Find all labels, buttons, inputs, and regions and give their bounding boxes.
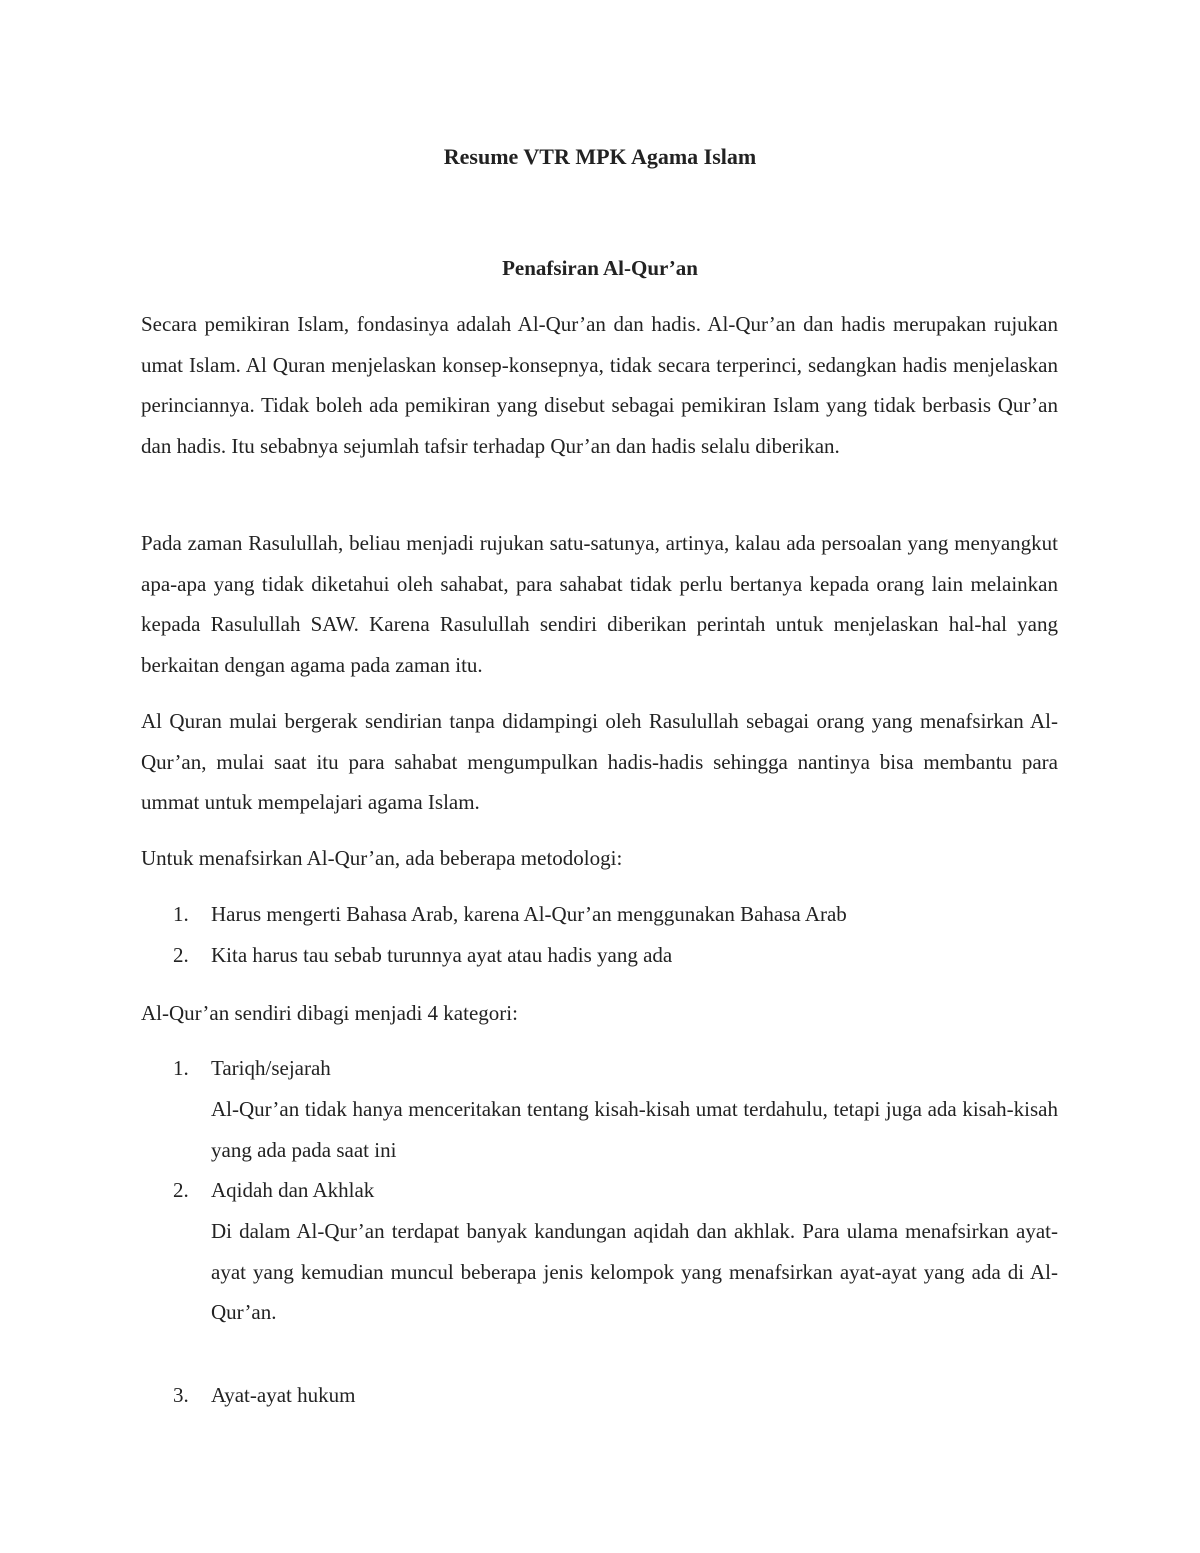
methodology-list-item [141, 935, 1058, 976]
document-title: Resume VTR MPK Agama Islam [443, 144, 757, 169]
category-detail: Di dalam Al-Qur’an terdapat banyak kandungan aqidah dan akhlak. Para ulama menafsirkan ayat-ayat yang kemudian muncul beberapa jenis kelompok yang menafsirkan ayat-ayat yang ada di Al-Qur’an. [211, 1219, 1058, 1324]
list-item-text: Ayat-ayat hukum [211, 1383, 356, 1407]
paragraph-2: Pada zaman Rasulullah, beliau menjadi rujukan satu-satunya, artinya, kalau ada persoalan yang menyangkut apa-apa yang tidak diketahui oleh sahabat, para sahabat tidak perlu bertanya kepada orang lain melainkan kepada Rasulullah SAW. Karena Rasulullah sendiri diberikan perintah untuk menjelaskan hal-hal yang berkaitan dengan agama pada zaman itu. [141, 531, 1058, 677]
list-item-text: Kita harus tau sebab turunnya ayat atau hadis yang ada [211, 943, 673, 967]
list-item-text: Aqidah dan Akhlak [211, 1178, 375, 1202]
list-number: 1. [173, 902, 189, 926]
list-number: 2. [173, 1178, 189, 1202]
category-list-item [141, 1048, 1058, 1089]
category-list-item [141, 1170, 1058, 1211]
list-item-text: Harus mengerti Bahasa Arab, karena Al-Qur’an menggunakan Bahasa Arab [211, 902, 847, 926]
list-item-text: Tariqh/sejarah [211, 1056, 331, 1080]
category-detail: Al-Qur’an tidak hanya menceritakan tentang kisah-kisah umat terdahulu, tetapi juga ada kisah-kisah yang ada pada saat ini [211, 1097, 1058, 1162]
methodology-list-item [141, 894, 1058, 935]
category-intro: Al-Qur’an sendiri dibagi menjadi 4 kategori: [141, 1001, 518, 1025]
list-number: 3. [173, 1383, 189, 1407]
section-title: Penafsiran Al-Qur’an [502, 256, 698, 280]
list-number: 1. [173, 1056, 189, 1080]
list-number: 2. [173, 943, 189, 967]
paragraph-3: Al Quran mulai bergerak sendirian tanpa didampingi oleh Rasulullah sebagai orang yang menafsirkan Al-Qur’an, mulai saat itu para sahabat mengumpulkan hadis-hadis sehingga nantinya bisa membantu para ummat untuk mempelajari agama Islam. [141, 709, 1058, 814]
methodology-intro: Untuk menafsirkan Al-Qur’an, ada beberapa metodologi: [141, 846, 623, 870]
category-list-item [141, 1375, 1058, 1416]
paragraph-1: Secara pemikiran Islam, fondasinya adalah Al-Qur’an dan hadis. Al-Qur’an dan hadis merupakan rujukan umat Islam. Al Quran menjelaskan konsep-konsepnya, tidak secara terperinci, sedangkan hadis menjelaskan perinciannya. Tidak boleh ada pemikiran yang disebut sebagai pemikiran Islam yang tidak berbasis Qur’an dan hadis. Itu sebabnya sejumlah tafsir terhadap Qur’an dan hadis selalu diberikan. [141, 312, 1058, 458]
